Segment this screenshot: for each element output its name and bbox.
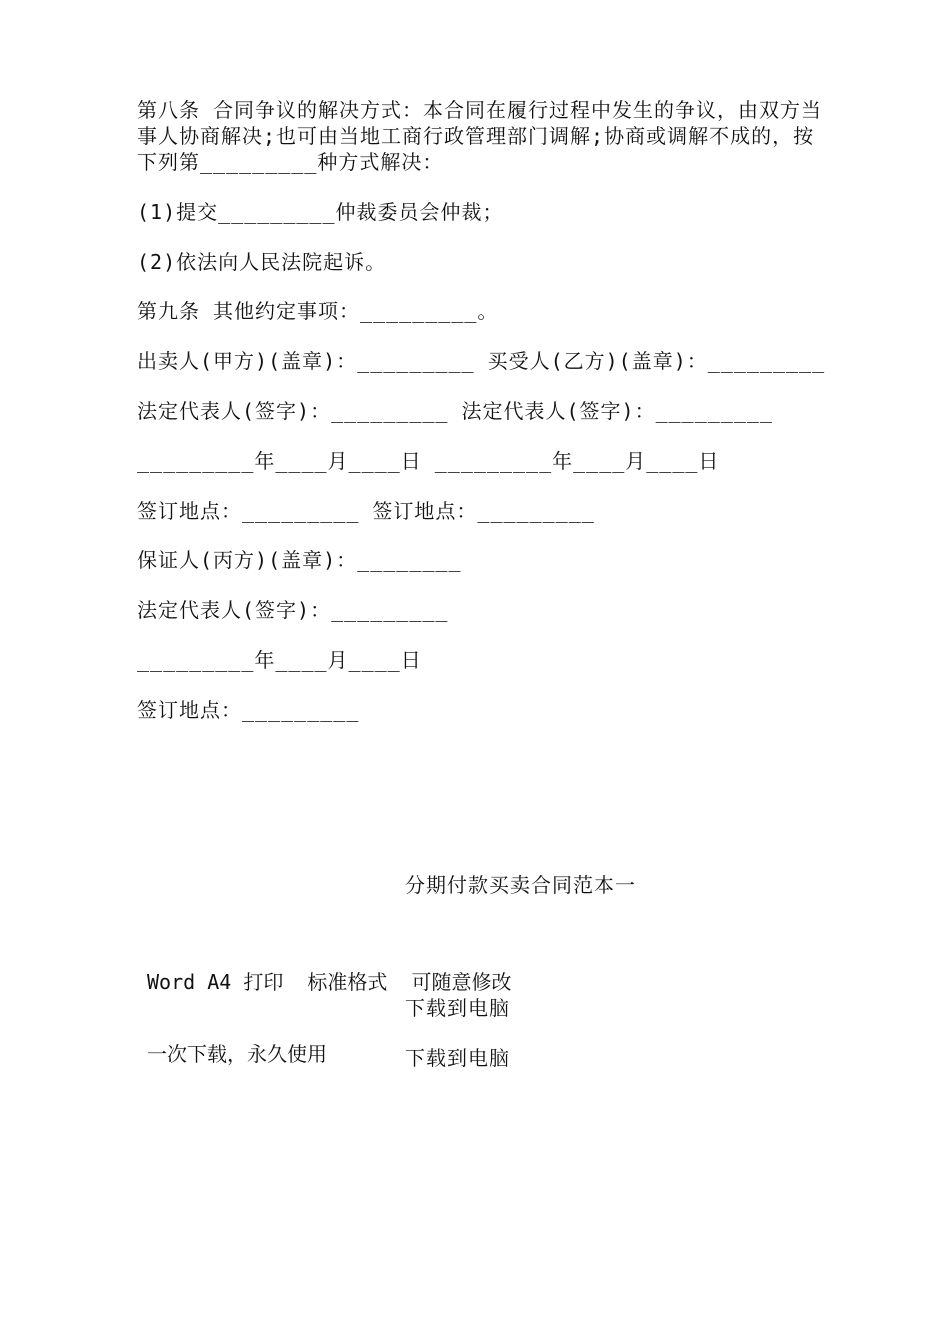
guarantor-seal-line: 保证人(丙方)(盖章)：________ bbox=[137, 548, 462, 572]
template-note-line-2: 一次下载，永久使用 bbox=[147, 1042, 327, 1066]
article-9-other-terms: 第九条 其他约定事项：_________。 bbox=[137, 299, 499, 323]
guarantor-place-line: 签订地点：_________ bbox=[137, 698, 360, 722]
article-8-dispute-resolution: 第八条 合同争议的解决方式：本合同在履行过程中发生的争议，由双方当事人协商解决;也可由当地工商行政管理部门调解;协商或调解不成的，按下列第_________种方式解决： bbox=[137, 98, 823, 174]
template-title: 分期付款买卖合同范本一 bbox=[405, 873, 636, 897]
template-note-line-1: Word A4 打印 标准格式 可随意修改 bbox=[147, 970, 512, 994]
signing-places-line: 签订地点：_________ 签订地点：_________ bbox=[137, 499, 595, 523]
option-1-arbitration: (1)提交_________仲裁委员会仲裁； bbox=[137, 200, 504, 224]
download-to-pc-link-secondary[interactable]: 下载到电脑 bbox=[405, 1046, 510, 1070]
download-to-pc-link[interactable]: 下载到电脑 bbox=[405, 996, 510, 1020]
seller-buyer-seal-line: 出卖人(甲方)(盖章)：_________ 买受人(乙方)(盖章)：_________ bbox=[137, 349, 826, 373]
legal-representatives-line: 法定代表人(签字)：_________ 法定代表人(签字)：_________ bbox=[137, 399, 773, 423]
guarantor-date-line: _________年____月____日 bbox=[137, 648, 422, 672]
signing-dates-line: _________年____月____日 _________年____月____日 bbox=[137, 449, 720, 473]
guarantor-legal-rep-line: 法定代表人(签字)：_________ bbox=[137, 598, 449, 622]
option-2-litigation: (2)依法向人民法院起诉。 bbox=[137, 250, 387, 274]
